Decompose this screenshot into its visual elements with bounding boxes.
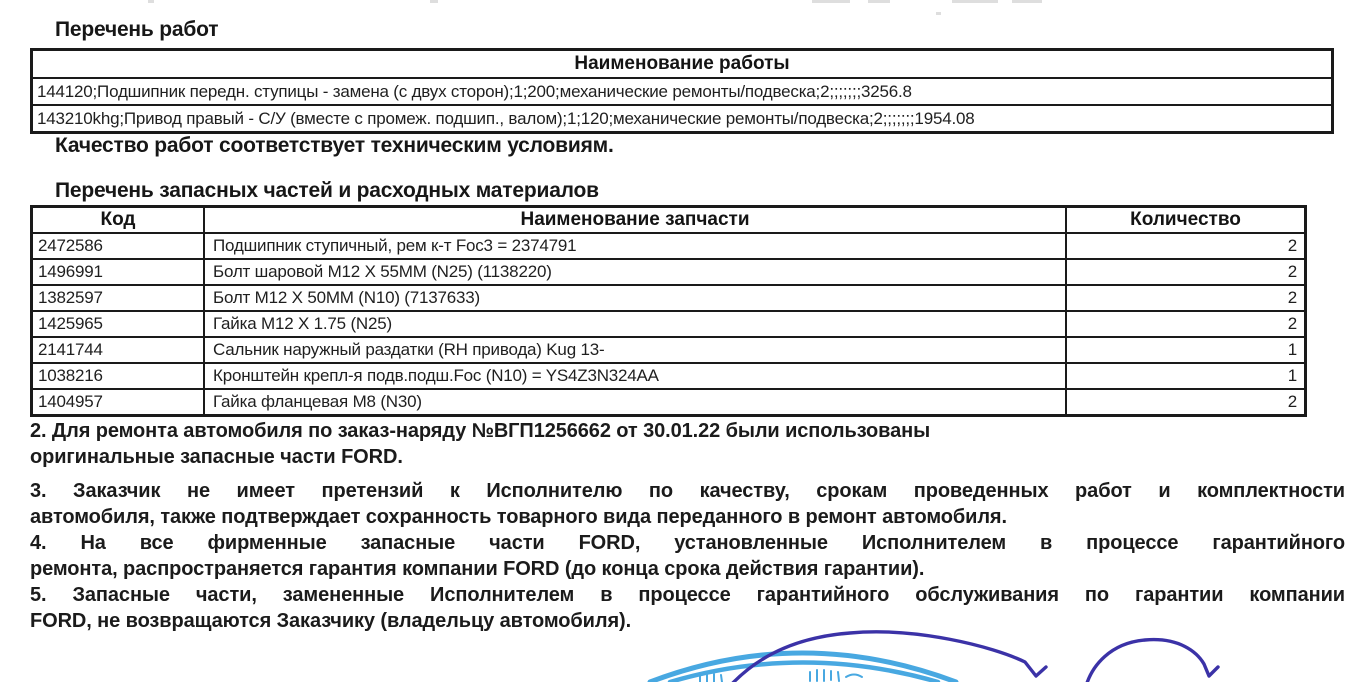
parts-section-title: Перечень запасных частей и расходных материалов [55, 179, 599, 202]
part-name: Гайка М12 X 1.75 (N25) [205, 312, 1067, 336]
part-code: 1425965 [33, 312, 205, 336]
part-code: 2141744 [33, 338, 205, 362]
clause-line: автомобиля, также подтверждает сохранность товарного вида переданного в ремонт автомобиля. [30, 506, 1007, 528]
part-qty: 2 [1287, 392, 1297, 411]
works-table [30, 48, 1334, 134]
parts-table-row [33, 388, 1304, 414]
parts-table-row [33, 232, 1304, 258]
clause-line: FORD, не возвращаются Заказчику (владельцу автомобиля). [30, 610, 632, 632]
part-name: Подшипник ступичный, рем к-т Foc3 = 2374791 [205, 234, 1067, 258]
clause-line: оригинальные запасные части FORD. [30, 446, 403, 468]
part-qty: 2 [1287, 236, 1297, 255]
quality-note: Качество работ соответствует техническим условиям. [55, 134, 614, 157]
clause-line: 4. На все фирменные запасные части FORD, установленные Исполнителем в процессе гарантийного [30, 532, 1345, 554]
clause-line: 5. Запасные части, замененные Исполнителем в процессе гарантийного обслуживания по гарантии компании [30, 584, 1345, 606]
parts-table [30, 205, 1307, 417]
part-qty: 2 [1287, 288, 1297, 307]
parts-table-header-row [33, 208, 1304, 232]
clause-line: 3. Заказчик не имеет претензий к Исполнителю по качеству, срокам проведенных работ и комплектности [30, 480, 1345, 502]
parts-table-row [33, 284, 1304, 310]
clause-line: ремонта, распространяется гарантия компании FORD (до конца срока действия гарантии). [30, 558, 925, 580]
works-table-row: 144120;Подшипник передн. ступицы - замена (с двух сторон);1;200;механические ремонты/подвеска;2;;;;;;;3256.8 [37, 82, 912, 101]
clause-line: 2. Для ремонта автомобиля по заказ-наряду №ВГП1256662 от 30.01.22 были использованы [30, 420, 931, 442]
scan-artifact [936, 12, 941, 15]
round-stamp-icon [650, 653, 956, 682]
contract-clauses [30, 418, 1345, 634]
part-code: 1404957 [33, 390, 205, 414]
column-header-name: Наименование запчасти [205, 208, 1067, 232]
part-qty: 1 [1287, 366, 1297, 385]
scan-artifact [430, 0, 438, 3]
parts-table-row [33, 310, 1304, 336]
part-name: Сальник наружный раздатки (RH привода) Kug 13- [205, 338, 1067, 362]
clause-2 [30, 418, 1345, 470]
part-code: 1496991 [33, 260, 205, 284]
scan-artifact [812, 0, 850, 3]
stamp-and-signature [600, 624, 1348, 682]
signature-icon [728, 632, 1218, 682]
parts-table-row [33, 336, 1304, 362]
scan-artifact [148, 0, 154, 3]
clause-3 [30, 478, 1345, 530]
part-code: 1038216 [33, 364, 205, 388]
part-qty: 2 [1287, 262, 1297, 281]
part-qty: 2 [1287, 314, 1297, 333]
works-table-header: Наименование работы [33, 51, 1331, 79]
clause-4 [30, 530, 1345, 582]
part-name: Болт шаровой М12 X 55ММ (N25) (1138220) [205, 260, 1067, 284]
part-name: Болт М12 X 50ММ (N10) (7137633) [205, 286, 1067, 310]
scan-artifact [952, 0, 998, 3]
part-name: Гайка фланцевая М8 (N30) [205, 390, 1067, 414]
part-code: 2472586 [33, 234, 205, 258]
scan-artifact [868, 0, 890, 3]
parts-table-row [33, 362, 1304, 388]
works-table-row: 143210khg;Привод правый - С/У (вместе с промеж. подшип., валом);1;120;механические ремонты/подвеска;2;;;;;;;1954.08 [33, 104, 1331, 131]
works-section-title: Перечень работ [55, 18, 219, 41]
part-qty: 1 [1287, 340, 1297, 359]
part-name: Кронштейн крепл-я подв.подш.Foc (N10) = YS4Z3N324AA [205, 364, 1067, 388]
parts-table-row [33, 258, 1304, 284]
column-header-code: Код [33, 208, 205, 232]
scan-artifact [1012, 0, 1042, 3]
part-code: 1382597 [33, 286, 205, 310]
column-header-qty: Количество [1130, 209, 1241, 230]
